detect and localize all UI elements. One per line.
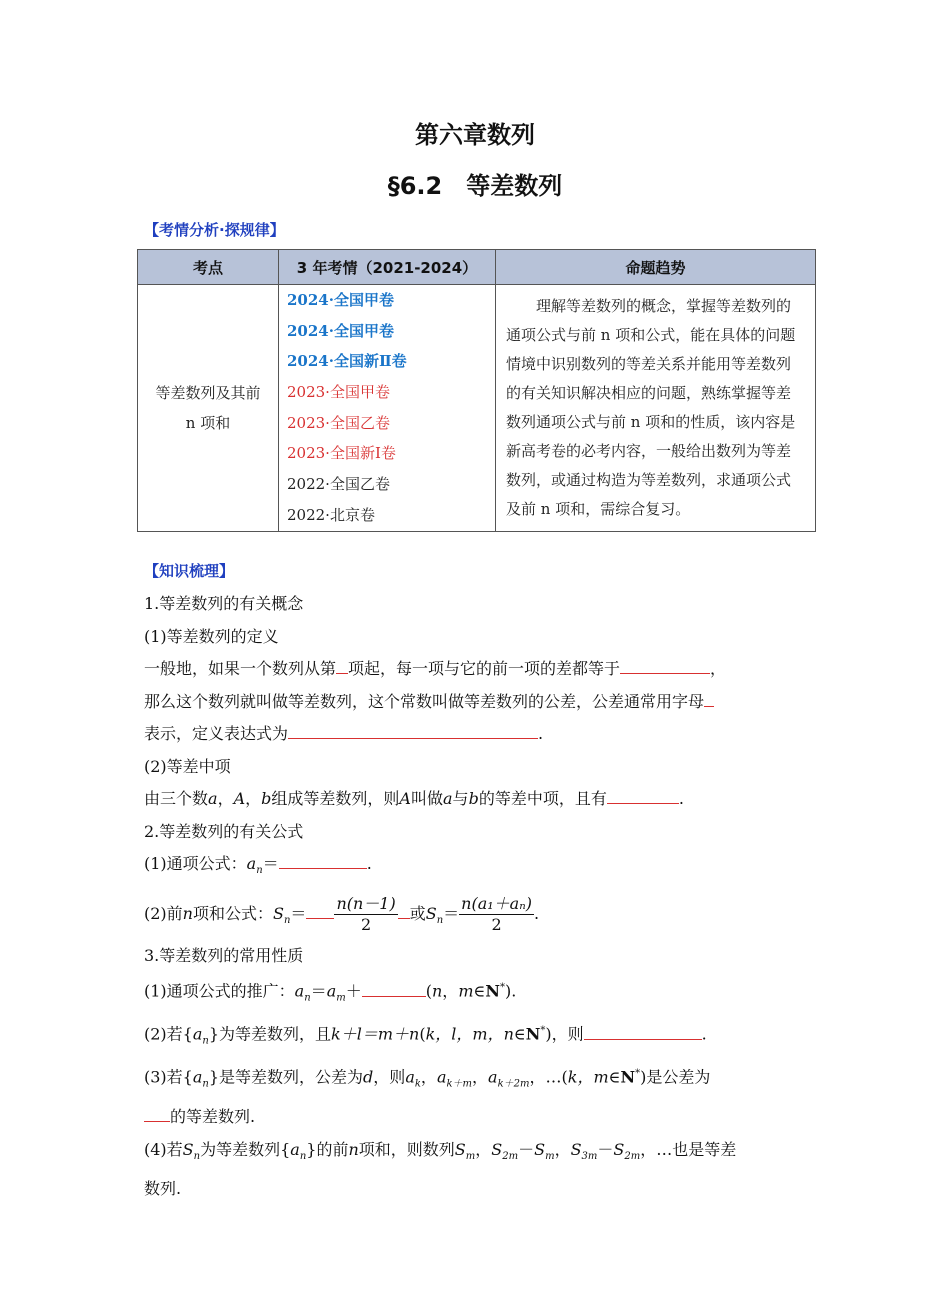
var: S xyxy=(454,1139,466,1159)
var: d xyxy=(363,1067,374,1087)
var: a xyxy=(488,1067,498,1087)
text: ∈ xyxy=(513,1024,526,1044)
var: S xyxy=(182,1139,194,1159)
fraction-1 xyxy=(334,894,397,935)
text: (4)若 xyxy=(144,1139,183,1159)
text: )是公差为 xyxy=(640,1067,711,1087)
text: ). xyxy=(504,981,517,1001)
denominator: 2 xyxy=(491,914,502,934)
var: a xyxy=(246,854,257,873)
exam-item: 2023·全国新Ⅰ卷 xyxy=(287,444,396,463)
exam-analysis-table xyxy=(137,249,816,532)
table-row xyxy=(138,285,816,532)
var: a xyxy=(192,1024,203,1044)
fill-blank xyxy=(336,657,348,674)
text: (3)若{ xyxy=(144,1067,193,1087)
text: . xyxy=(678,789,684,808)
s1-line2 xyxy=(144,686,814,719)
header-trend: 命题趋势 xyxy=(496,250,816,285)
text: }的前 xyxy=(306,1139,349,1159)
text: ∈ xyxy=(608,1067,621,1087)
text: ＝ xyxy=(290,903,307,923)
var: k，l，m，n xyxy=(425,1024,514,1044)
var: A xyxy=(233,789,246,808)
subscript: 2m xyxy=(502,1150,519,1162)
text: . xyxy=(701,1024,707,1044)
text: 与 xyxy=(452,789,469,808)
var: a xyxy=(290,1139,300,1159)
text: . xyxy=(366,854,372,873)
text: 为等差数列{ xyxy=(200,1139,291,1159)
table-header-row xyxy=(138,250,816,285)
fill-blank xyxy=(144,1105,170,1122)
s2-formula1 xyxy=(144,848,814,888)
text: 或 xyxy=(409,903,426,923)
var: n xyxy=(182,903,193,923)
s1-line4 xyxy=(144,783,814,816)
s3-prop1 xyxy=(144,972,814,1015)
s1-line1 xyxy=(144,653,814,686)
fill-blank xyxy=(279,852,367,869)
s3-prop3 xyxy=(144,1058,814,1101)
s2-formula2 xyxy=(144,888,814,940)
s3-prop4 xyxy=(144,1134,814,1174)
numerator: n(n－1) xyxy=(336,893,396,913)
text: (2)前 xyxy=(144,903,183,923)
exam-analysis-label: 【考情分析·探规律】 xyxy=(144,221,285,239)
exam-item: 2024·全国新Ⅱ卷 xyxy=(287,352,407,371)
var: k＋l＝m＋n xyxy=(331,1024,420,1044)
text: － xyxy=(518,1139,535,1159)
text: ， xyxy=(442,981,459,1001)
var: n xyxy=(348,1139,359,1159)
fill-blank xyxy=(704,690,714,707)
s3-prop4-cont: 数列. xyxy=(144,1179,182,1199)
text: ＝ xyxy=(262,854,279,873)
chapter-title: 第六章数列 xyxy=(415,121,535,149)
text: ( xyxy=(425,981,432,1001)
knowledge-body xyxy=(144,588,814,1206)
fill-blank xyxy=(288,722,538,739)
subscript: 3m xyxy=(581,1150,598,1162)
text: 由三个数 xyxy=(144,789,209,808)
var: S xyxy=(570,1139,582,1159)
s1-sub2: (2)等差中项 xyxy=(144,756,231,776)
text: 一般地，如果一个数列从第 xyxy=(144,659,337,678)
text: (1)通项公式的推广： xyxy=(144,981,295,1001)
text: . xyxy=(538,724,544,743)
text: － xyxy=(597,1139,614,1159)
var: S xyxy=(425,903,437,923)
fill-blank xyxy=(607,787,679,804)
superscript: * xyxy=(499,982,505,994)
text: 的等差中项，且有 xyxy=(478,789,607,808)
var: a xyxy=(443,789,453,808)
text: ( xyxy=(419,1024,426,1044)
text: 项起，每一项与它的前一项的差都等于 xyxy=(348,659,621,678)
superscript: * xyxy=(635,1068,641,1080)
subscript: n xyxy=(299,1150,307,1162)
exam-item: 2022·全国乙卷 xyxy=(287,475,390,494)
var: S xyxy=(613,1139,625,1159)
text: }是等差数列，公差为 xyxy=(208,1067,364,1087)
var: b xyxy=(468,789,479,808)
var: S xyxy=(273,903,284,923)
text: 叫做 xyxy=(410,789,443,808)
subscript: n xyxy=(202,1078,209,1090)
fill-blank xyxy=(398,902,410,919)
s1-line3 xyxy=(144,718,814,751)
var: S xyxy=(534,1139,546,1159)
text: ， xyxy=(710,659,727,678)
var: k，m xyxy=(567,1067,609,1087)
subscript: n xyxy=(193,1150,201,1162)
var: a xyxy=(192,1067,203,1087)
exam-item: 2024·全国甲卷 xyxy=(287,291,394,309)
subscript: m xyxy=(336,992,346,1004)
knowledge-label: 【知识梳理】 xyxy=(144,562,235,580)
set-symbol: N xyxy=(620,1067,636,1087)
subscript: m xyxy=(545,1150,555,1162)
section-title: §6.2 等差数列 xyxy=(387,172,563,200)
topic-line-2: n 项和 xyxy=(185,413,231,432)
set-symbol: N xyxy=(485,981,500,1001)
var: a xyxy=(294,981,305,1001)
text: }为等差数列，且 xyxy=(208,1024,332,1044)
s1-sub1: (1)等差数列的定义 xyxy=(144,626,279,646)
topic-line-1: 等差数列及其前 xyxy=(155,383,261,402)
var: A xyxy=(399,789,411,808)
text: (2)若{ xyxy=(144,1024,193,1044)
subscript: m xyxy=(465,1150,476,1162)
subscript: k xyxy=(414,1078,421,1090)
subscript: 2m xyxy=(624,1150,641,1162)
topic-cell xyxy=(138,285,279,532)
var: a xyxy=(208,789,218,808)
var: a xyxy=(405,1067,415,1087)
s3-prop3-cont xyxy=(144,1101,814,1134)
text: ＝ xyxy=(443,903,460,923)
fill-blank xyxy=(584,1023,702,1040)
s3-heading: 3.等差数列的常用性质 xyxy=(144,945,304,965)
fill-blank xyxy=(306,902,334,919)
text: ，…也是等差 xyxy=(640,1139,737,1159)
exam-item: 2023·全国乙卷 xyxy=(287,413,390,432)
subscript: k＋2m xyxy=(497,1078,530,1090)
text: 组成等差数列，则 xyxy=(271,789,400,808)
text: 那么这个数列就叫做等差数列，这个常数叫做等差数列的公差，公差通常用字母 xyxy=(144,691,705,711)
denominator: 2 xyxy=(360,914,372,934)
var: a xyxy=(326,981,337,1001)
text: ， xyxy=(217,789,234,808)
subscript: n xyxy=(283,914,291,926)
set-symbol: N xyxy=(525,1024,541,1044)
text: )，则 xyxy=(545,1024,584,1044)
trend-cell: 理解等差数列的概念，掌握等差数列的通项公式与前 n 项和公式，能在具体的问题情境中识别数列的等差关系并能用等差数列的有关知识解决相应的问题，熟练掌握等差数列通项公式与前 n 项和的性质，该内容是新高考卷的必考内容，一般给出数列为等差数列，或通过构造为等差数列，求通项公式及前 n 项和，需综合复习。 xyxy=(496,285,816,532)
header-exams: 3 年考情（2021-2024） xyxy=(279,250,496,285)
var: S xyxy=(491,1139,503,1159)
text: 项和公式： xyxy=(192,903,273,923)
exams-cell xyxy=(279,285,496,532)
text: ，…( xyxy=(529,1067,568,1087)
var: a xyxy=(436,1067,447,1087)
subscript: n xyxy=(436,914,444,926)
subscript: k＋m xyxy=(446,1078,473,1090)
superscript: * xyxy=(540,1025,546,1037)
text: ∈ xyxy=(473,981,486,1001)
subscript: n xyxy=(304,992,311,1004)
text: ＝ xyxy=(310,981,327,1001)
text: ＋ xyxy=(345,981,362,1001)
text: 项和，则数列 xyxy=(358,1139,455,1159)
numerator: n(a₁＋aₙ) xyxy=(461,893,532,913)
header-topic: 考点 xyxy=(138,250,279,285)
exam-item: 2024·全国甲卷 xyxy=(287,321,394,340)
var: b xyxy=(261,789,272,808)
text: (1)通项公式： xyxy=(144,854,247,873)
text: 的等差数列. xyxy=(170,1107,256,1127)
text: 表示，定义表达式为 xyxy=(144,724,289,743)
text: . xyxy=(533,903,540,923)
var: n xyxy=(431,981,443,1001)
exam-item: 2022·北京卷 xyxy=(287,505,375,524)
s1-heading: 1.等差数列的有关概念 xyxy=(144,594,304,613)
var: m xyxy=(458,981,474,1001)
text: ， xyxy=(245,789,262,808)
subscript: n xyxy=(256,865,263,877)
text: ， xyxy=(554,1139,571,1159)
s3-prop2 xyxy=(144,1015,814,1058)
s2-heading: 2.等差数列的有关公式 xyxy=(144,821,304,841)
fill-blank xyxy=(620,657,710,674)
exam-item: 2023·全国甲卷 xyxy=(287,383,390,402)
text: ， xyxy=(475,1139,492,1159)
fill-blank xyxy=(362,980,426,997)
text: ， xyxy=(420,1067,437,1087)
text: ， xyxy=(472,1067,489,1087)
text: ，则 xyxy=(373,1067,406,1087)
fraction-2 xyxy=(459,894,534,935)
subscript: n xyxy=(202,1035,209,1047)
